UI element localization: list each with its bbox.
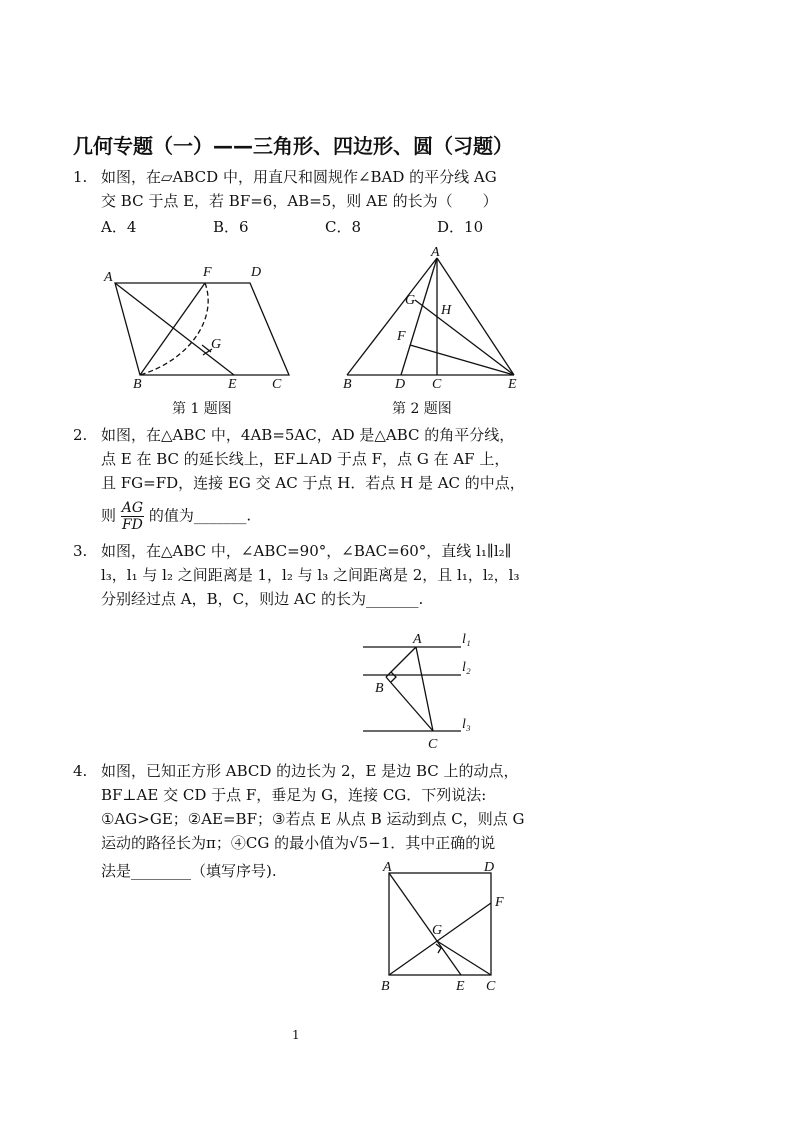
fraction-denominator: FD bbox=[121, 517, 143, 533]
question-number: 3. bbox=[73, 542, 88, 560]
point-label: A bbox=[431, 245, 440, 260]
point-label: A bbox=[104, 270, 113, 285]
option-c: C．8 bbox=[325, 218, 362, 236]
option-d: D．10 bbox=[437, 218, 484, 236]
point-label: D bbox=[395, 377, 406, 392]
point-label: E bbox=[508, 377, 517, 392]
question-number: 1. bbox=[73, 168, 88, 186]
question-text-line: 分别经过点 A，B，C，则边 AC 的长为_______. bbox=[101, 590, 424, 608]
point-label: D bbox=[251, 265, 262, 280]
point-label: F bbox=[397, 329, 406, 344]
point-label: G bbox=[405, 293, 416, 308]
point-label: F bbox=[203, 265, 212, 280]
point-label: B bbox=[343, 377, 352, 392]
question-number: 2. bbox=[73, 426, 88, 444]
point-label: H bbox=[441, 303, 452, 318]
point-label: E bbox=[456, 979, 465, 994]
question-text-line: 法是________（填写序号). bbox=[101, 862, 277, 880]
point-label: C bbox=[272, 377, 282, 392]
question-text-line: 如图，已知正方形 ABCD 的边长为 2，E 是边 BC 上的动点， bbox=[101, 762, 519, 780]
question-text-line: 且 FG=FD，连接 EG 交 AC 于点 H．若点 H 是 AC 的中点， bbox=[101, 474, 525, 492]
figure-2-caption: 第 2 题图 bbox=[392, 401, 452, 417]
option-a: A．4 bbox=[101, 218, 137, 236]
figure-1-caption: 第 1 题图 bbox=[172, 401, 232, 417]
question-text-line: ①AG>GE；②AE=BF；③若点 E 从点 B 运动到点 C，则点 G bbox=[101, 810, 525, 828]
line-label: l₁ bbox=[462, 632, 471, 647]
point-label: B bbox=[381, 979, 390, 994]
point-label: A bbox=[383, 860, 392, 875]
question-text-line: 如图，在▱ABCD 中，用直尺和圆规作∠BAD 的平分线 AG bbox=[101, 168, 497, 186]
question-number: 4. bbox=[73, 762, 88, 780]
text-suffix: 的值为_______. bbox=[148, 506, 252, 525]
line-label: l₂ bbox=[462, 660, 471, 675]
point-label: D bbox=[484, 860, 495, 875]
point-label: C bbox=[432, 377, 442, 392]
option-b: B．6 bbox=[213, 218, 249, 236]
point-label: B bbox=[133, 377, 142, 392]
fraction-numerator: AG bbox=[121, 500, 144, 516]
text-prefix: 则 bbox=[101, 506, 117, 525]
point-label: F bbox=[495, 895, 504, 910]
line-label: l₃ bbox=[462, 717, 471, 732]
point-label: G bbox=[211, 337, 222, 352]
page-number: 1 bbox=[292, 1028, 300, 1042]
point-label: C bbox=[486, 979, 496, 994]
question-text-line: 如图，在△ABC 中，4AB=5AC，AD 是△ABC 的角平分线， bbox=[101, 426, 515, 444]
point-label: G bbox=[432, 923, 443, 938]
question-text-line: BF⊥AE 交 CD 于点 F，垂足为 G，连接 CG．下列说法: bbox=[101, 786, 487, 804]
page-title: 几何专题（一）——三角形、四边形、圆（习题） bbox=[73, 134, 513, 158]
point-label: B bbox=[375, 681, 384, 696]
question-text-line: 如图，在△ABC 中，∠ABC=90°，∠BAC=60°，直线 l₁∥l₂∥ bbox=[101, 542, 512, 560]
question-text-line: 交 BC 于点 E，若 BF=6，AB=5，则 AE 的长为（ ） bbox=[101, 192, 498, 210]
point-label: C bbox=[428, 737, 438, 752]
question-text-line: 运动的路径长为π；④CG 的最小值为√5−1．其中正确的说 bbox=[101, 834, 496, 852]
question-text-line: 点 E 在 BC 的延长线上，EF⊥AD 于点 F，点 G 在 AF 上， bbox=[101, 450, 510, 468]
point-label: A bbox=[413, 632, 422, 647]
point-label: E bbox=[228, 377, 237, 392]
question-text-line: l₃，l₁ 与 l₂ 之间距离是 1，l₂ 与 l₃ 之间距离是 2，且 l₁，l₂，l₃ bbox=[101, 566, 520, 584]
